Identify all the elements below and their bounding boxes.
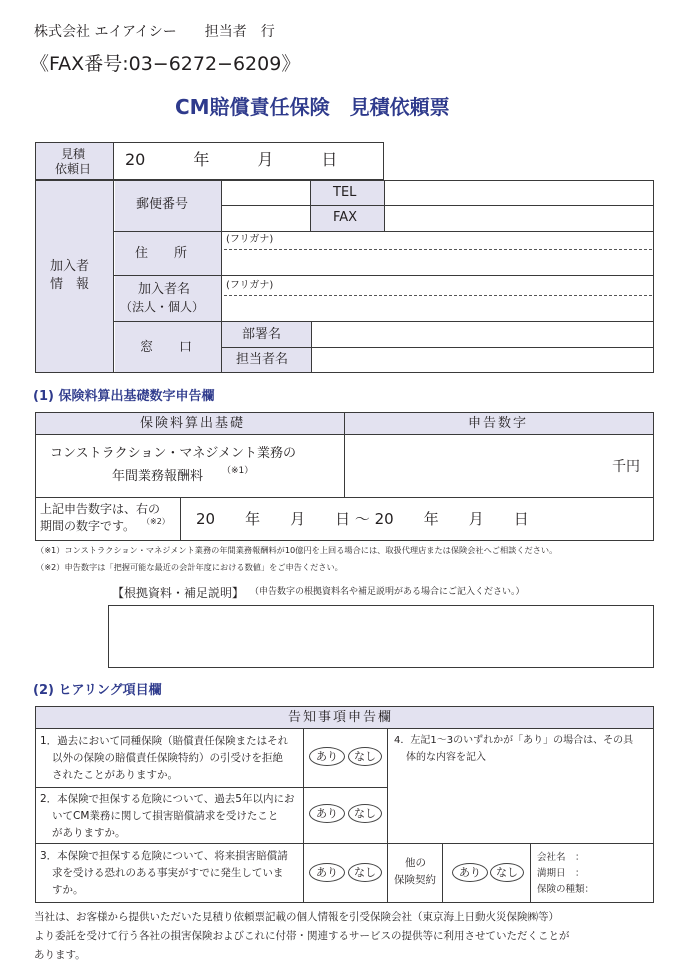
q5-no[interactable]: なし <box>490 863 524 882</box>
note1: （※1）コンストラクション・マネジメント業務の年間業務報酬料が10億円を上回る場合には、取扱代理店または保険会社へご相談ください。 <box>36 545 558 555</box>
period-label-line1: 上記申告数字は、右の <box>40 502 161 516</box>
type-label: 保険の種類： <box>537 884 595 895</box>
dept-label: 部署名 <box>242 327 282 342</box>
request-date-label: 見積 依頼日 <box>55 147 92 176</box>
period-label-line2: 期間の数字です。 <box>40 519 136 533</box>
q3-no[interactable]: なし <box>348 863 382 882</box>
q1-line2: 以外の保険の賠償責任保険特約）の引受けを拒絶 <box>52 752 283 764</box>
name-label: 加入者名 <box>138 282 191 297</box>
hearing-table-title: 告知事項申告欄 <box>288 710 394 725</box>
page-title: CM賠償責任保険 見積依頼票 <box>175 95 450 119</box>
q2-line2: いてCM業務に関して損害賠償請求を受けたこと <box>52 810 279 822</box>
q3-yes[interactable]: あり <box>309 863 345 882</box>
fee-input[interactable] <box>347 437 607 495</box>
q5-yes[interactable]: あり <box>452 863 488 882</box>
q1-line3: されたことがありますか。 <box>52 769 178 781</box>
footer-line1: 当社は、お客様から提供いただいた見積り依頼票記載の個人情報を引受保険会社（東京海上日動火災保険㈱等） <box>34 911 559 923</box>
col-amount: 申告数字 <box>468 416 529 431</box>
name-furigana: (フリガナ) <box>226 280 274 291</box>
q4-line1: 4．左記1〜3のいずれかが「あり」の場合は、その具 <box>394 735 634 746</box>
fee-note: （※1） <box>222 466 254 476</box>
expiry-label: 満期日 ： <box>537 868 585 879</box>
q2-line3: がありますか。 <box>52 827 126 839</box>
q1-line1: 1．過去において同種保険（賠償責任保険またはそれ <box>40 735 289 747</box>
period-note: （※2） <box>142 517 170 526</box>
applicant-label: 加入者 情 報 <box>50 259 90 292</box>
tel-label: TEL <box>333 185 357 200</box>
contact-label: 窓 口 <box>140 340 193 355</box>
person-input[interactable] <box>313 349 652 371</box>
period-input[interactable]: 20 年 月 日 〜 20 年 月 日 <box>196 510 529 528</box>
tel-input[interactable] <box>386 182 652 204</box>
basis-textarea[interactable] <box>108 605 654 668</box>
request-date-input[interactable]: 20 年 月 日 <box>125 150 338 169</box>
basis-label: 【根拠資料・補足説明】 <box>112 586 245 600</box>
col-basis: 保険料算出基礎 <box>140 416 246 431</box>
section2-heading: (2) ヒアリング項目欄 <box>33 683 162 698</box>
fax-label: FAX <box>333 210 358 225</box>
other-insurance-label: 他の <box>405 857 426 869</box>
q1-yes[interactable]: あり <box>309 747 345 766</box>
q2-no[interactable]: なし <box>348 804 382 823</box>
fax-number: 《FAX番号:03−6272−6209》 <box>30 53 301 75</box>
q2-yes[interactable]: あり <box>309 804 345 823</box>
address-input[interactable] <box>223 251 652 274</box>
postal-label: 郵便番号 <box>136 197 189 212</box>
address-furigana: (フリガナ) <box>226 234 274 245</box>
fee-label-line1: コンストラクション・マネジメント業務の <box>50 446 296 461</box>
q4-line2: 体的な内容を記入 <box>406 752 486 763</box>
footer-line2: より委託を受けて行う各社の損害保険およびこれに付帯・関連するサービスの提供等に利用させていただくことが <box>34 930 570 942</box>
address-label: 住 所 <box>135 246 188 261</box>
q1-no[interactable]: なし <box>348 747 382 766</box>
q3-line2: 求を受ける恐れのある事実がすでに発生していま <box>52 867 284 879</box>
person-label: 担当者名 <box>236 352 289 367</box>
basis-hint: （申告数字の根拠資料名や補足説明がある場合にご記入ください。） <box>250 587 525 597</box>
q4-input[interactable] <box>390 770 652 841</box>
note2: （※2）申告数字は「把握可能な最近の会計年度における数値」をご申告ください。 <box>36 562 343 572</box>
name-input[interactable] <box>223 297 652 320</box>
fee-label-line2: 年間業務報酬料 <box>112 469 204 484</box>
footer-line3: あります。 <box>34 949 86 961</box>
q3-line3: すか。 <box>52 884 84 896</box>
q3-line1: 3．本保険で担保する危険について、将来損害賠償請 <box>40 850 288 862</box>
company-label: 会社名 ： <box>537 852 585 863</box>
dept-input[interactable] <box>313 323 652 345</box>
section1-heading: (1) 保険料算出基礎数字申告欄 <box>33 389 215 404</box>
other-insurance-label-2: 保険契約 <box>394 874 436 886</box>
postal-input[interactable] <box>223 182 309 229</box>
fax-input[interactable] <box>386 207 652 229</box>
q2-line1: 2．本保険で担保する危険について、過去5年以内にお <box>40 793 295 805</box>
unit-label: 千円 <box>612 459 640 475</box>
name-label-sub: （法人・個人） <box>120 300 205 314</box>
recipient: 株式会社 エイアイシー 担当者 行 <box>34 24 275 40</box>
